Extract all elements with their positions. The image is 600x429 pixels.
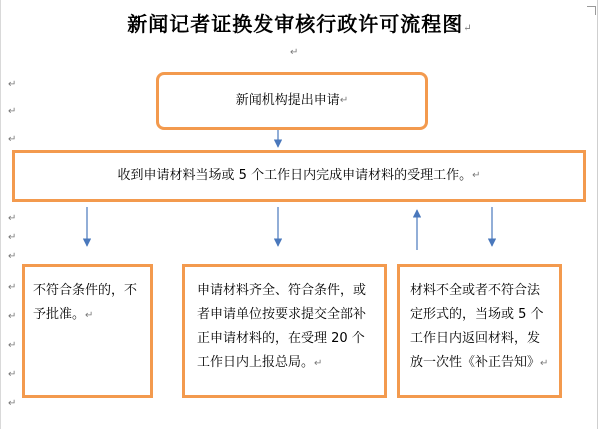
- node-apply-text: 新闻机构提出申请: [235, 93, 340, 108]
- node-incomplete: [397, 264, 562, 398]
- page-title-text: 新闻记者证换发审核行政许可流程图: [127, 12, 464, 36]
- paragraph-mark: ↵: [339, 95, 349, 106]
- node-complete: [182, 264, 387, 398]
- node-complete-text: 申请材料齐全、符合条件，或者申请单位按要求提交全部补正申请材料的，在受理 20 个工作日内上报总局。: [197, 283, 367, 370]
- paragraph-mark: ↵: [463, 23, 473, 34]
- paragraph-mark: ↵: [8, 340, 17, 351]
- paragraph-mark: ↵: [8, 251, 17, 262]
- node-accept-text: 收到申请材料当场或 5 个工作日内完成申请材料的受理工作。: [117, 168, 473, 183]
- paragraph-mark: ↵: [8, 232, 17, 243]
- node-apply: [156, 72, 428, 130]
- paragraph-mark: ↵: [8, 134, 17, 145]
- paragraph-mark: ↵: [8, 79, 17, 90]
- paragraph-mark: ↵: [314, 358, 323, 369]
- paragraph-mark: ↵: [8, 369, 17, 380]
- node-reject-text: 不符合条件的，不予批准。: [33, 283, 138, 322]
- paragraph-mark: ↵: [472, 170, 481, 181]
- paragraph-mark: ↵: [540, 358, 549, 369]
- node-incomplete-text: 材料不全或者不符合法定形式的，当场或 5 个工作日内返回材料，发放一次性《补正告知》: [410, 283, 544, 370]
- paragraph-mark: ↵: [8, 282, 17, 293]
- paragraph-mark: ↵: [8, 398, 17, 409]
- paragraph-mark: ↵: [8, 311, 17, 322]
- paragraph-mark: ↵: [8, 213, 17, 224]
- paragraph-mark: ↵: [85, 310, 94, 321]
- node-accept: [12, 150, 586, 202]
- paragraph-mark: ↵: [290, 47, 299, 58]
- paragraph-mark: ↵: [8, 106, 17, 117]
- node-reject: [22, 264, 153, 398]
